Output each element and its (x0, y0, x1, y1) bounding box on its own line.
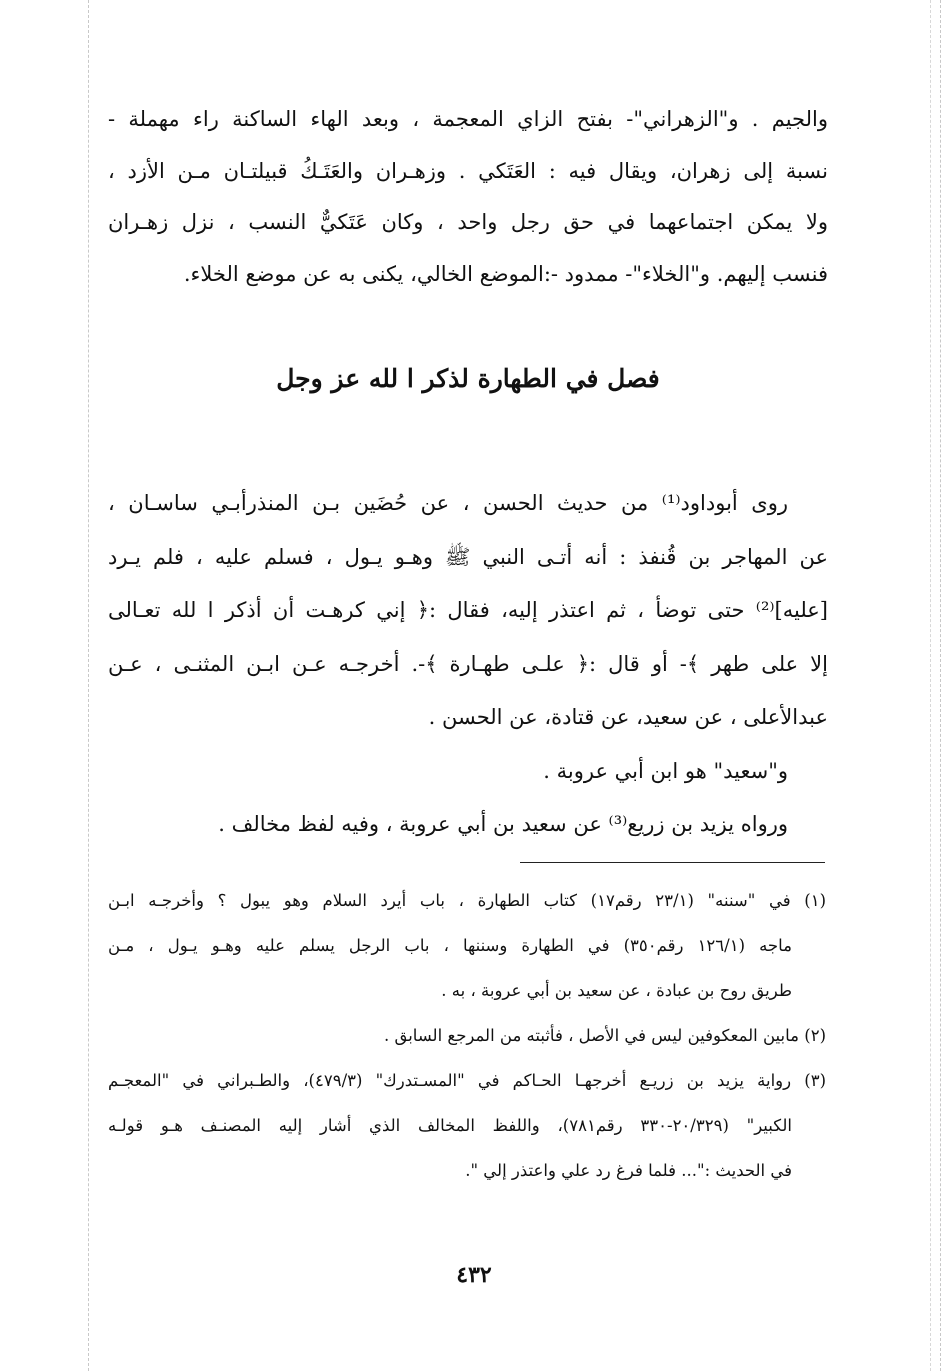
top-paragraph (108, 94, 828, 300)
main-paragraph-line: روى أبوداود⁽¹⁾ من حديث الحسن ، عن حُضَين بـن المنذرأبـي ساسـان ، (108, 491, 788, 515)
scan-edge-right-inner (930, 0, 931, 1371)
footnote-3-line: (٣) رواية يزيد بن زريـع أخرجهـا الحـاكم في "المسـتدرك" (٤٧٩/٣)، والطـبراني في "المعجـم (108, 1071, 826, 1090)
page-number: ٤٣٢ (456, 1262, 492, 1288)
footnotes (108, 878, 826, 1193)
footnote-1-line: طريق روح بن عبادة ، عن سعيد بن أبي عروبة ، به . (441, 981, 792, 1000)
main-paragraph-line: [عليه]⁽²⁾ حتى توضأ ، ثم اعتذر إليه، فقال :﴿ إني كرهـت أن أذكر ا لله تعـالى (108, 598, 828, 622)
sentence-said-note: و"سعيد" هو ابن أبي عروبة . (543, 758, 788, 783)
sentence-yazid-narration: ورواه يزيد بن زريع⁽³⁾ عن سعيد بن أبي عروبة ، وفيه لفظ مخالف . (218, 812, 788, 836)
footnote-1-line: ماجه (١٢٦/١ رقم٣٥٠) في الطهارة وسننها ، باب الرجل يسلم عليه وهـو يـول ، مـن (108, 936, 793, 955)
main-paragraph-line: عن المهاجر بن قُنفذ : أنه أتـى النبي ﷺ وهـو يـول ، فسلم عليه ، فلم يـرد (108, 544, 828, 569)
footnote-3-line: الكبير" (٢٠/٣٢٩-٣٣٠ رقم٧٨١)، واللفظ المخالف الذي أشار إليه المصنـف هـو قولـه (108, 1116, 792, 1135)
main-paragraph (108, 477, 828, 852)
footnote-2-line: (٢) مابين المعكوفين ليس في الأصل ، فأثبته من المرجع السابق . (383, 1026, 826, 1045)
footnote-1-line: (١) في "سننه" (٢٣/١ رقم١٧) كتاب الطهارة ، باب أيرد السلام وهو يبول ؟ وأخرجـه ابـن (108, 891, 826, 910)
main-paragraph-line: عبدالأعلى ، عن سعيد، عن قتادة، عن الحسن . (428, 705, 828, 729)
top-paragraph-line: ولا يمكن اجتماعهما في حق رجل واحد ، وكان عَتَكيٌّ النسب ، نزل زهـران (108, 210, 828, 234)
scan-edge-right (940, 0, 941, 1371)
scan-edge-left (88, 0, 89, 1371)
top-paragraph-line: والجيم . و"الزهراني"- بفتح الزاي المعجمة ، وبعد الهاء الساكنة راء مهملة - (108, 107, 828, 131)
footnote-separator (520, 862, 825, 863)
main-paragraph-line: إلا على طهر ﴾- أو قال :﴿ علـى طهـارة ﴾-. أخرجـه عـن ابـن المثنـى ، عـن (108, 651, 828, 676)
top-paragraph-line: نسبة إلى زهران، ويقال فيه : العَتَكي . وزهـران والعَتَـكُ قبيلتـان مـن الأزد ، (108, 158, 828, 183)
footnote-3-line: في الحديث :"... فلما فرغ رد علي واعتذر إلي ". (465, 1161, 792, 1180)
top-paragraph-line: فنسب إليهم. و"الخلاء"- ممدود -:الموضع الخالي، يكنى به عن موضع الخلاء. (183, 261, 828, 286)
section-heading: فصل في الطهارة لذكر ا لله عز وجل (276, 364, 660, 393)
